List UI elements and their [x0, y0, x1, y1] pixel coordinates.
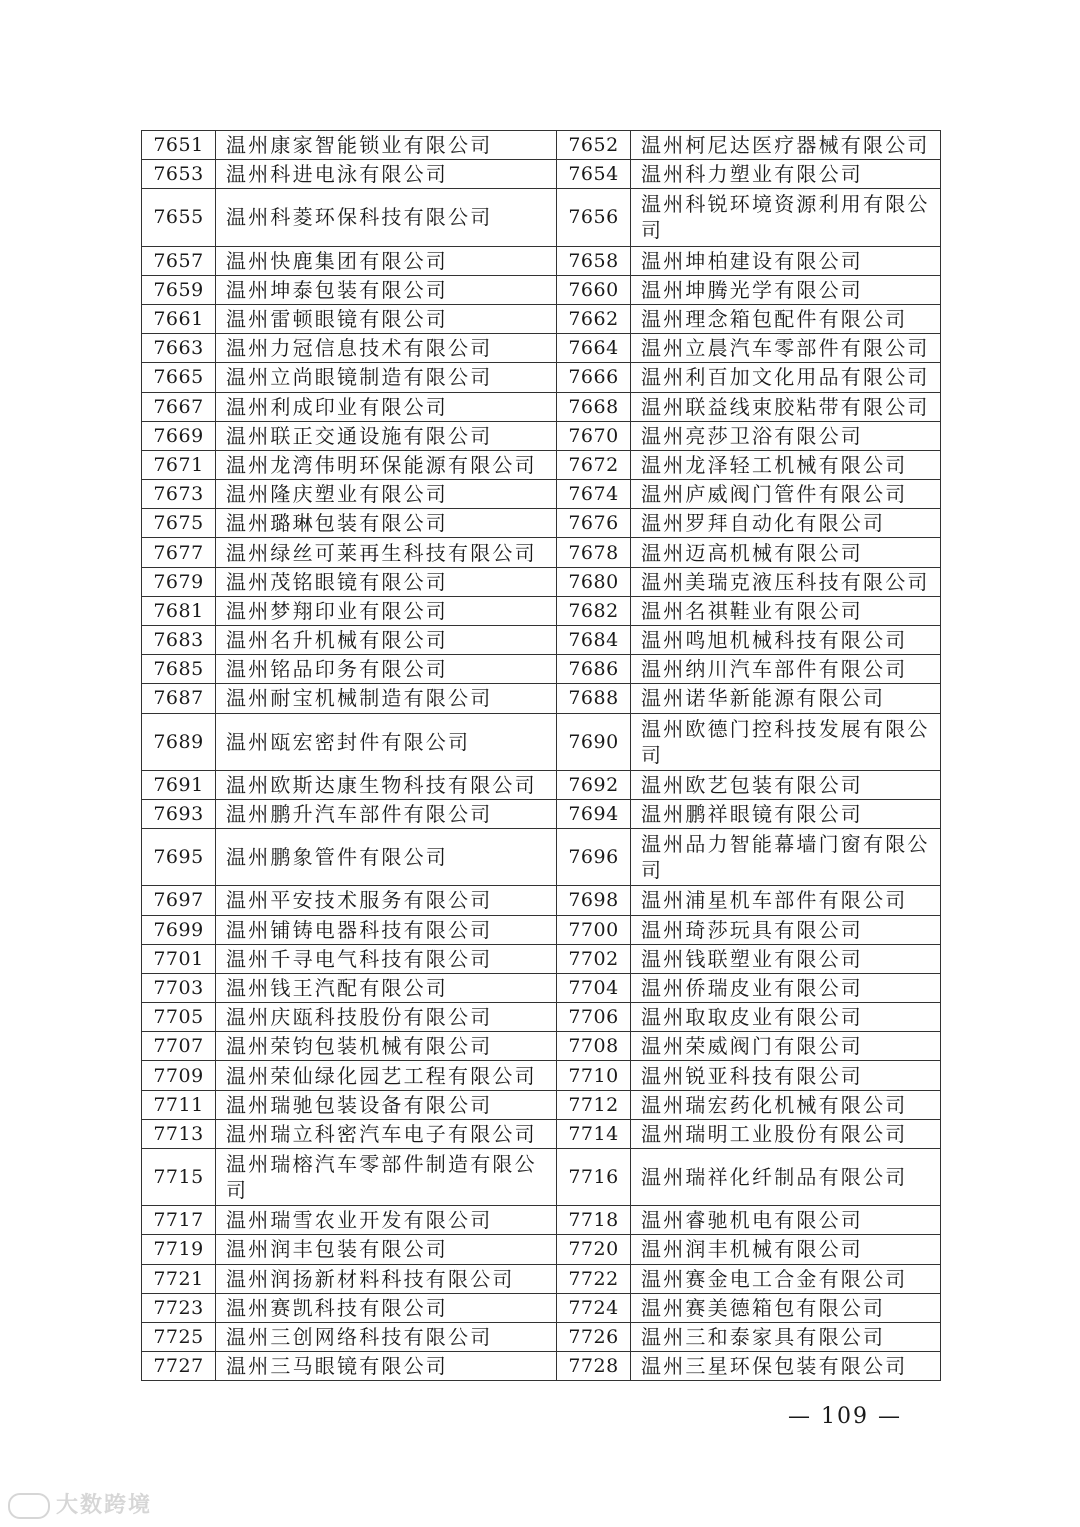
company-name-left: 温州平安技术服务有限公司: [216, 886, 557, 915]
row-number-right: 7664: [557, 334, 631, 363]
row-number-right: 7668: [557, 392, 631, 421]
company-name-left: 温州鹏象管件有限公司: [216, 829, 557, 886]
company-name-left: 温州瑞雪农业开发有限公司: [216, 1206, 557, 1235]
row-number-left: 7727: [142, 1352, 216, 1381]
table-row: [142, 1003, 941, 1032]
row-number-right: 7708: [557, 1032, 631, 1061]
company-name-left: 温州铺铸电器科技有限公司: [216, 915, 557, 944]
table-row: [142, 1352, 941, 1381]
company-name-left: 温州铭品印务有限公司: [216, 655, 557, 684]
row-number-left: 7661: [142, 304, 216, 333]
table-row: [142, 915, 941, 944]
row-number-left: 7687: [142, 684, 216, 713]
table-body: [142, 131, 941, 1381]
row-number-right: 7674: [557, 480, 631, 509]
table-row: [142, 363, 941, 392]
table-row: [142, 1264, 941, 1293]
company-name-left: 温州名升机械有限公司: [216, 626, 557, 655]
row-number-right: 7714: [557, 1119, 631, 1148]
row-number-right: 7716: [557, 1149, 631, 1206]
company-name-right: 温州三和泰家具有限公司: [631, 1322, 941, 1351]
table-row: [142, 160, 941, 189]
row-number-right: 7688: [557, 684, 631, 713]
company-name-right: 温州纳川汽车部件有限公司: [631, 655, 941, 684]
table-row: [142, 421, 941, 450]
table-row: [142, 509, 941, 538]
company-name-left: 温州赛凯科技有限公司: [216, 1293, 557, 1322]
table-row: [142, 334, 941, 363]
company-name-left: 温州钱王汽配有限公司: [216, 973, 557, 1002]
company-name-left: 温州欧斯达康生物科技有限公司: [216, 770, 557, 799]
company-name-left: 温州瑞榕汽车零部件制造有限公司: [216, 1149, 557, 1206]
row-number-right: 7670: [557, 421, 631, 450]
table-row: [142, 713, 941, 770]
row-number-left: 7721: [142, 1264, 216, 1293]
company-name-left: 温州千寻电气科技有限公司: [216, 944, 557, 973]
row-number-right: 7728: [557, 1352, 631, 1381]
watermark-text: 大数跨境: [56, 1493, 153, 1518]
company-name-right: 温州庐威阀门管件有限公司: [631, 480, 941, 509]
row-number-left: 7685: [142, 655, 216, 684]
row-number-left: 7717: [142, 1206, 216, 1235]
table-row: [142, 684, 941, 713]
table-row: [142, 596, 941, 625]
company-name-right: 温州欧德门控科技发展有限公司: [631, 713, 941, 770]
row-number-right: 7686: [557, 655, 631, 684]
company-name-right: 温州联益线束胶粘带有限公司: [631, 392, 941, 421]
row-number-right: 7706: [557, 1003, 631, 1032]
row-number-left: 7679: [142, 567, 216, 596]
table-row: [142, 1061, 941, 1090]
row-number-right: 7694: [557, 799, 631, 828]
table-row: [142, 538, 941, 567]
watermark-logo-icon: [8, 1493, 50, 1519]
company-name-right: 温州瑞明工业股份有限公司: [631, 1119, 941, 1148]
table-row: [142, 450, 941, 479]
company-name-right: 温州美瑞克液压科技有限公司: [631, 567, 941, 596]
row-number-right: 7726: [557, 1322, 631, 1351]
table-row: [142, 1322, 941, 1351]
row-number-right: 7698: [557, 886, 631, 915]
table-row: [142, 1293, 941, 1322]
company-name-right: 温州荣威阀门有限公司: [631, 1032, 941, 1061]
row-number-left: 7655: [142, 189, 216, 246]
company-name-left: 温州瓯宏密封件有限公司: [216, 713, 557, 770]
company-name-left: 温州三创网络科技有限公司: [216, 1322, 557, 1351]
company-name-left: 温州梦翔印业有限公司: [216, 596, 557, 625]
watermark: [8, 1488, 152, 1519]
company-name-right: 温州理念箱包配件有限公司: [631, 304, 941, 333]
page-number: — 109 —: [788, 1404, 902, 1429]
row-number-right: 7696: [557, 829, 631, 886]
company-name-right: 温州三星环保包装有限公司: [631, 1352, 941, 1381]
row-number-left: 7725: [142, 1322, 216, 1351]
company-name-left: 温州茂铭眼镜有限公司: [216, 567, 557, 596]
row-number-right: 7652: [557, 131, 631, 160]
row-number-left: 7651: [142, 131, 216, 160]
company-name-right: 温州迈高机械有限公司: [631, 538, 941, 567]
row-number-right: 7662: [557, 304, 631, 333]
table-row: [142, 1149, 941, 1206]
row-number-left: 7693: [142, 799, 216, 828]
row-number-left: 7703: [142, 973, 216, 1002]
table-row: [142, 1032, 941, 1061]
company-name-right: 温州浦星机车部件有限公司: [631, 886, 941, 915]
company-name-left: 温州瑞立科密汽车电子有限公司: [216, 1119, 557, 1148]
company-name-right: 温州睿驰机电有限公司: [631, 1206, 941, 1235]
table-row: [142, 655, 941, 684]
company-name-right: 温州鸣旭机械科技有限公司: [631, 626, 941, 655]
company-name-right: 温州瑞宏药化机械有限公司: [631, 1090, 941, 1119]
company-name-left: 温州康家智能锁业有限公司: [216, 131, 557, 160]
company-name-right: 温州龙泽轻工机械有限公司: [631, 450, 941, 479]
company-name-right: 温州取取皮业有限公司: [631, 1003, 941, 1032]
company-name-left: 温州耐宝机械制造有限公司: [216, 684, 557, 713]
row-number-left: 7697: [142, 886, 216, 915]
table-row: [142, 480, 941, 509]
row-number-left: 7695: [142, 829, 216, 886]
company-name-left: 温州龙湾伟明环保能源有限公司: [216, 450, 557, 479]
company-name-left: 温州三马眼镜有限公司: [216, 1352, 557, 1381]
company-name-left: 温州坤泰包装有限公司: [216, 275, 557, 304]
company-name-left: 温州隆庆塑业有限公司: [216, 480, 557, 509]
company-name-right: 温州诺华新能源有限公司: [631, 684, 941, 713]
company-name-left: 温州立尚眼镜制造有限公司: [216, 363, 557, 392]
row-number-right: 7658: [557, 246, 631, 275]
company-name-right: 温州钱联塑业有限公司: [631, 944, 941, 973]
company-name-right: 温州品力智能幕墙门窗有限公司: [631, 829, 941, 886]
row-number-right: 7666: [557, 363, 631, 392]
table-row: [142, 275, 941, 304]
company-name-right: 温州坤腾光学有限公司: [631, 275, 941, 304]
company-name-left: 温州快鹿集团有限公司: [216, 246, 557, 275]
table-row: [142, 944, 941, 973]
row-number-right: 7702: [557, 944, 631, 973]
company-name-right: 温州鹏祥眼镜有限公司: [631, 799, 941, 828]
company-name-left: 温州科进电泳有限公司: [216, 160, 557, 189]
row-number-right: 7712: [557, 1090, 631, 1119]
row-number-left: 7683: [142, 626, 216, 655]
row-number-left: 7719: [142, 1235, 216, 1264]
company-name-left: 温州力冠信息技术有限公司: [216, 334, 557, 363]
row-number-right: 7710: [557, 1061, 631, 1090]
company-name-right: 温州欧艺包装有限公司: [631, 770, 941, 799]
company-name-right: 温州科锐环境资源利用有限公司: [631, 189, 941, 246]
row-number-left: 7709: [142, 1061, 216, 1090]
table-row: [142, 973, 941, 1002]
company-name-right: 温州立晨汽车零部件有限公司: [631, 334, 941, 363]
row-number-right: 7684: [557, 626, 631, 655]
company-name-right: 温州锐亚科技有限公司: [631, 1061, 941, 1090]
table-row: [142, 829, 941, 886]
table-row: [142, 626, 941, 655]
row-number-left: 7673: [142, 480, 216, 509]
company-name-right: 温州名祺鞋业有限公司: [631, 596, 941, 625]
row-number-right: 7692: [557, 770, 631, 799]
row-number-left: 7653: [142, 160, 216, 189]
row-number-right: 7722: [557, 1264, 631, 1293]
row-number-left: 7665: [142, 363, 216, 392]
table-row: [142, 886, 941, 915]
row-number-right: 7724: [557, 1293, 631, 1322]
company-name-right: 温州罗拜自动化有限公司: [631, 509, 941, 538]
company-name-right: 温州坤柏建设有限公司: [631, 246, 941, 275]
company-name-left: 温州联正交通设施有限公司: [216, 421, 557, 450]
company-name-right: 温州侨瑞皮业有限公司: [631, 973, 941, 1002]
row-number-left: 7671: [142, 450, 216, 479]
company-name-left: 温州庆瓯科技股份有限公司: [216, 1003, 557, 1032]
table-row: [142, 392, 941, 421]
company-name-right: 温州瑞祥化纤制品有限公司: [631, 1149, 941, 1206]
row-number-left: 7713: [142, 1119, 216, 1148]
table-row: [142, 189, 941, 246]
row-number-right: 7718: [557, 1206, 631, 1235]
company-name-left: 温州璐琳包装有限公司: [216, 509, 557, 538]
row-number-left: 7701: [142, 944, 216, 973]
row-number-left: 7675: [142, 509, 216, 538]
row-number-left: 7715: [142, 1149, 216, 1206]
company-name-left: 温州瑞驰包装设备有限公司: [216, 1090, 557, 1119]
company-name-right: 温州赛美德箱包有限公司: [631, 1293, 941, 1322]
company-name-right: 温州赛金电工合金有限公司: [631, 1264, 941, 1293]
table-row: [142, 246, 941, 275]
company-name-left: 温州润丰包装有限公司: [216, 1235, 557, 1264]
row-number-right: 7678: [557, 538, 631, 567]
company-name-left: 温州润扬新材料科技有限公司: [216, 1264, 557, 1293]
table-row: [142, 1119, 941, 1148]
company-name-left: 温州雷顿眼镜有限公司: [216, 304, 557, 333]
row-number-right: 7660: [557, 275, 631, 304]
row-number-right: 7676: [557, 509, 631, 538]
company-name-left: 温州荣仙绿化园艺工程有限公司: [216, 1061, 557, 1090]
row-number-left: 7699: [142, 915, 216, 944]
company-name-right: 温州润丰机械有限公司: [631, 1235, 941, 1264]
row-number-right: 7700: [557, 915, 631, 944]
table-row: [142, 131, 941, 160]
row-number-right: 7672: [557, 450, 631, 479]
company-name-right: 温州利百加文化用品有限公司: [631, 363, 941, 392]
company-name-left: 温州利成印业有限公司: [216, 392, 557, 421]
table-row: [142, 799, 941, 828]
company-name-right: 温州柯尼达医疗器械有限公司: [631, 131, 941, 160]
row-number-left: 7707: [142, 1032, 216, 1061]
row-number-left: 7677: [142, 538, 216, 567]
row-number-left: 7705: [142, 1003, 216, 1032]
row-number-left: 7691: [142, 770, 216, 799]
row-number-left: 7711: [142, 1090, 216, 1119]
row-number-left: 7723: [142, 1293, 216, 1322]
row-number-right: 7720: [557, 1235, 631, 1264]
row-number-left: 7689: [142, 713, 216, 770]
row-number-right: 7656: [557, 189, 631, 246]
company-name-right: 温州琦莎玩具有限公司: [631, 915, 941, 944]
company-name-left: 温州鹏升汽车部件有限公司: [216, 799, 557, 828]
company-name-left: 温州绿丝可莱再生科技有限公司: [216, 538, 557, 567]
row-number-right: 7682: [557, 596, 631, 625]
row-number-right: 7704: [557, 973, 631, 1002]
row-number-left: 7659: [142, 275, 216, 304]
row-number-left: 7657: [142, 246, 216, 275]
table-row: [142, 1090, 941, 1119]
company-name-right: 温州科力塑业有限公司: [631, 160, 941, 189]
company-name-left: 温州科菱环保科技有限公司: [216, 189, 557, 246]
table-row: [142, 1235, 941, 1264]
row-number-left: 7663: [142, 334, 216, 363]
row-number-left: 7681: [142, 596, 216, 625]
company-list-table: [141, 130, 941, 1381]
row-number-right: 7654: [557, 160, 631, 189]
row-number-right: 7680: [557, 567, 631, 596]
table-row: [142, 770, 941, 799]
row-number-left: 7669: [142, 421, 216, 450]
table-row: [142, 567, 941, 596]
company-name-right: 温州亮莎卫浴有限公司: [631, 421, 941, 450]
table-row: [142, 304, 941, 333]
table-row: [142, 1206, 941, 1235]
company-name-left: 温州荣钧包装机械有限公司: [216, 1032, 557, 1061]
row-number-right: 7690: [557, 713, 631, 770]
row-number-left: 7667: [142, 392, 216, 421]
